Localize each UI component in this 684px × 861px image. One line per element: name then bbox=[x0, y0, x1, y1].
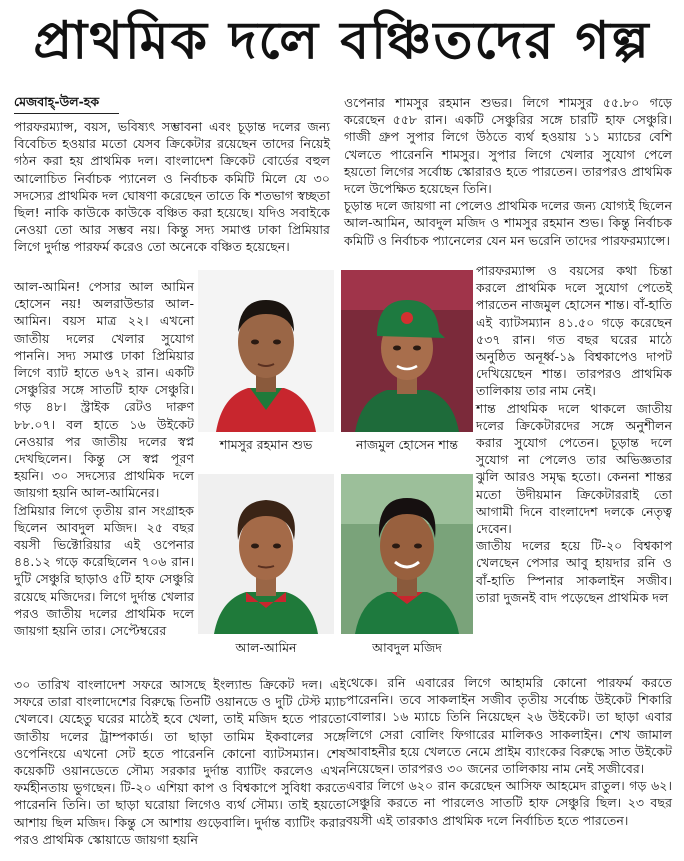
right-column-top bbox=[344, 94, 672, 249]
left-column-side bbox=[14, 278, 194, 639]
paragraph: পারফরম্যান্স ও বয়সের কথা চিন্তা করলে প্রাথমিক দলে সুযোগ পেতেই পারতেন নাজমুল হোসেন শান্ত। বাঁ-হাতি এই ব্যাটসম্যান ৪১.৫০ গড়ে করেছেন ৫৩৭ রান। গত বছর ঘরের মাঠে অনুষ্ঠিত অনূর্ধ্ব-১৯ বিশ্বকাপেও দাপট দেখিয়েছেন শান্ত। তারপরও প্রাথমিক তালিকায় তার নাম নেই। bbox=[476, 263, 672, 399]
player-portrait-icon bbox=[341, 270, 473, 432]
byline-rule bbox=[14, 113, 119, 114]
photo-shamsur bbox=[198, 270, 334, 432]
left-column-bottom bbox=[14, 676, 346, 848]
player-portrait-icon bbox=[198, 474, 334, 634]
right-column-bottom bbox=[346, 674, 672, 829]
photo-mojid bbox=[341, 474, 473, 634]
paragraph: পারফরম্যান্স, বয়স, ভবিষ্যৎ সম্ভাবনা এবং চূড়ান্ত দলের জন্য বিবেচিত হওয়ার মতো যেসব ক্রিকেটার রয়েছেন তাদের নিয়েই গঠন করা হয় প্রাথমিক দল। বাংলাদেশ ক্রিকেট বোর্ডের বহুল আলোচিত নির্বাচক প্যানেল ও নির্বাচক কমিটি মিলে যে ৩০ সদস্যের প্রাথমিক দল ঘোষণা করেছেন তাতে কি শতভাগ স্বচ্ছতা ছিল! নাকি কাউকে কাউকে বঞ্চিত করা হয়েছে। যদিও সবাইকে নেওয়া তো আর সম্ভব নয়। কিন্তু সদ্য সমাপ্ত ঢাকা প্রিমিয়ার লিগে দুর্দান্ত পারফর্ম করেও তো অনেকে বঞ্চিত হয়েছেন। bbox=[14, 119, 330, 255]
caption-shamsur: শামসুর রহমান শুভ bbox=[219, 437, 313, 452]
left-column-intro bbox=[14, 118, 330, 256]
paragraph: চূড়ান্ত দলে জায়গা না পেলেও প্রাথমিক দলের জন্য যোগ্যই ছিলেন আল-আমিন, আবদুল মজিদ ও শামসুর রহমান শুভ। কিন্তু নির্বাচক কমিটি ও নির্বাচক প্যানেলের যেন মন ভরেনি তাদের পারফরম্যান্সে। bbox=[344, 198, 672, 248]
paragraph: থেকে। রনি এবারের লিগে আহামরি কোনো পারফর্ম করতে পারেননি। তবে সাকলাইন সজীব তৃতীয় সর্বোচ্চ উইকেট শিকারি বোলার। ১৬ ম্যাচে তিনি নিয়েছেন ২৬ উইকেট। তা ছাড়া এবার লিগে সেরা বোলিং ফিগারের মালিকও সাকলাইন। শেখ জামাল আবাহনীর হয়ে খেলতে নেমে প্রাইম ব্যাংকের বিরুদ্ধে সাত উইকেট নিয়েছেন। তারপরও ৩০ জনের তালিকায় নাম নেই সজীবের। bbox=[346, 675, 672, 777]
caption-mojid: আবদুল মজিদ bbox=[372, 640, 442, 655]
byline: মেজবাহ্-উল-হক bbox=[14, 94, 100, 109]
caption-najmul: নাজমুল হোসেন শান্ত bbox=[355, 437, 459, 452]
player-portrait-icon bbox=[198, 270, 334, 432]
player-portrait-icon bbox=[341, 474, 473, 634]
paragraph: প্রিমিয়ার লিগে তৃতীয় রান সংগ্রাহক ছিলেন আবদুল মজিদ। ২৫ বছর বয়সী ভিক্টোরিয়ার এই ওপেনার ৪৪.১২ গড়ে করেছিলেন ৭০৬ রান। দুটি সেঞ্চুরি ছাড়াও ৫টি হাফ সেঞ্চুরি রয়েছে মজিদের। লিগে দুর্দান্ত খেলার পরও জাতীয় দলের প্রাথমিক দলে জায়গা হয়নি তার। সেপ্টেম্বরের bbox=[14, 502, 194, 639]
paragraph: ওপেনার শামসুর রহমান শুভর। লিগে শামসুর ৫৫.৮০ গড়ে করেছেন ৫৫৮ রান। একটি সেঞ্চুরির সঙ্গে চারটি হাফ সেঞ্চুরি। গাজী গ্রুপ সুপার লিগে উঠতে ব্যর্থ হওয়ায় ১১ ম্যাচের বেশি খেলতে পারেননি শামসুর। সুপার লিগে খেলার সুযোগ পেলে হয়তো লিগের সর্বোচ্চ স্কোরারও হতে পারতেন। তারপরও প্রাথমিক দলে উপেক্ষিত হয়েছেন তিনি। bbox=[344, 95, 672, 197]
paragraph: এবার লিগে ৬২০ রান করেছেন আসিফ আহমেদ রাতুল। গড় ৬২। সেঞ্চুরি করতে না পারলেও সাতটি হাফ সেঞ্চুরি ছিল। ২৩ বছর বয়সী এই তারকাও প্রাথমিক দলে নির্বাচিত হতে পারতেন। bbox=[346, 778, 672, 828]
headline: প্রাথমিক দলে বঞ্চিতদের গল্প bbox=[33, 10, 651, 71]
right-column-side bbox=[476, 262, 672, 606]
caption-alamin: আল-আমিন bbox=[235, 640, 297, 655]
photo-alamin bbox=[198, 474, 334, 634]
paragraph: শান্ত প্রাথমিক দলে থাকলে জাতীয় দলের ক্রিকেটারদের সঙ্গে অনুশীলন করার সুযোগ পেতেন। চূড়ান্ত দলে সুযোগ না পেলেও তার অভিজ্ঞতার ঝুলি আরও সমৃদ্ধ হতো। কেননা শান্তর মতো উদীয়মান ক্রিকেটাররাই তো আগামী দিনে বাংলাদেশ দলকে নেতৃত্ব দেবেন। bbox=[476, 400, 672, 537]
paragraph: ৩০ তারিখ বাংলাদেশ সফরে আসছে ইংল্যান্ড ক্রিকেট দল। এই সফরে তারা বাংলাদেশের বিরুদ্ধে তিনটি ওয়ানডে ও দুটি টেস্ট ম্যাচ খেলবে। যেহেতু ঘরের মাঠেই হবে খেলা, তাই মজিদ হতে পারতো জাতীয় দলের ট্রাম্পকার্ড। তা ছাড়া তামিম ইকবালের সঙ্গে ওপেনিংয়ে এখনো সেট হতে পারেননি কোনো ব্যাটসম্যান। শেষ কয়েকটি ওয়ানডেতে সৌম্য সরকার দুর্দান্ত ব্যাটিং করলেও এখন ফর্মহীনতায় ভুগছেন। টি-২০ এশিয়া কাপ ও বিশ্বকাপে সুবিধা করতে পারেননি তিনি। তা ছাড়া ঘরোয়া লিগেও ব্যর্থ সৌম্য। তাই হয়তো আশায় ছিল মজিদ। কিন্তু সে আশায় গুড়েবালি। দুর্দান্ত ব্যাটিং করার পরও প্রাথমিক স্কোয়াডে জায়গা হয়নি bbox=[14, 677, 346, 847]
paragraph: জাতীয় দলের হয়ে টি-২০ বিশ্বকাপ খেলছেন পেসার আবু হায়দার রনি ও বাঁ-হাতি স্পিনার সাকলাইন সজীব। তারা দুজনই বাদ পড়েছেন প্রাথমিক দল bbox=[476, 538, 672, 605]
photo-najmul bbox=[341, 270, 473, 432]
paragraph: আল-আমিন! পেসার আল আমিন হোসেন নয়! অলরাউন্ডার আল-আমিন। বয়স মাত্র ২২। এখনো জাতীয় দলের খেলার সুযোগ পাননি। সদ্য সমাপ্ত ঢাকা প্রিমিয়ার লিগে ব্যাট হাতে ৬৭২ রান। একটি সেঞ্চুরির সঙ্গে সাতটি হাফ সেঞ্চুরি। গড় ৪৮। স্ট্রাইক রেটও দারুণ ৮৮.০৭। বল হাতে ১৬ উইকেট নেওয়ার পর জাতীয় দলের স্বপ্ন দেখছিলেন। কিন্তু সে স্বপ্ন পূরণ হয়নি। ৩০ সদস্যের প্রাথমিক দলে জায়গা হয়নি আল-আমিনের। bbox=[14, 279, 194, 501]
